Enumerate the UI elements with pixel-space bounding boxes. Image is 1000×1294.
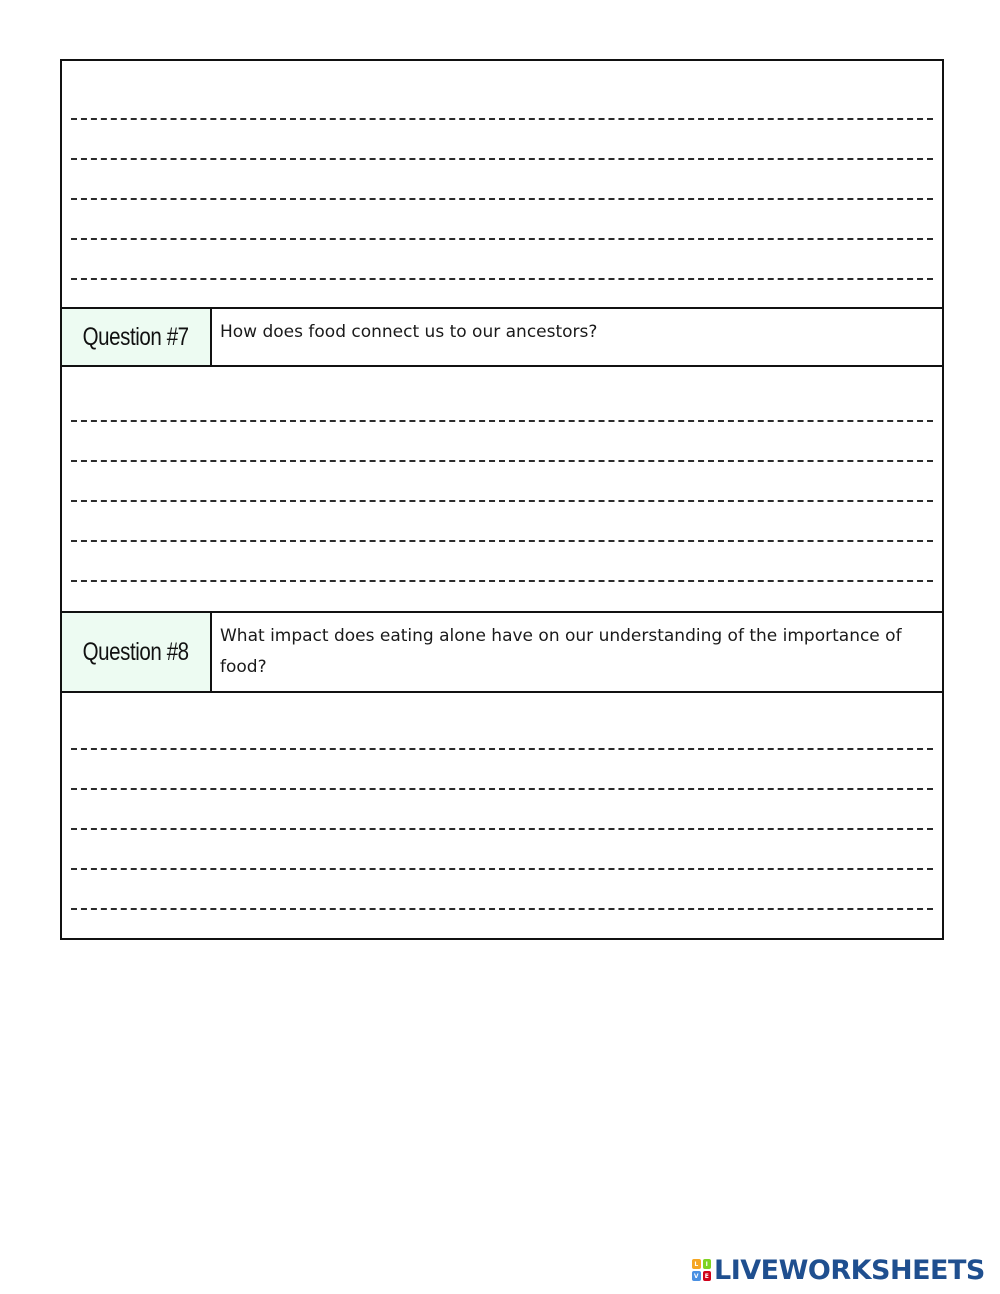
question-text: What impact does eating alone have on our understanding of the importance of food? [220, 626, 902, 677]
answer-area-q6[interactable] [62, 61, 942, 307]
answer-line [71, 278, 933, 280]
answer-line [71, 748, 933, 750]
logo-icon [692, 1259, 711, 1281]
answer-line [71, 868, 933, 870]
question-label: Question #7 [62, 309, 212, 365]
liveworksheets-logo [692, 1255, 985, 1285]
answer-line [71, 158, 933, 160]
answer-line [71, 828, 933, 830]
answer-line [71, 908, 933, 910]
logo-tile: E [703, 1271, 712, 1281]
answer-line [71, 788, 933, 790]
answer-line [71, 460, 933, 462]
answer-area-q7[interactable] [62, 367, 942, 611]
question-row-8 [62, 611, 942, 693]
question-row-7 [62, 307, 942, 367]
answer-line [71, 540, 933, 542]
answer-line [71, 198, 933, 200]
logo-text: LIVEWORKSHEETS [714, 1254, 985, 1286]
answer-line [71, 118, 933, 120]
worksheet-table [60, 59, 944, 940]
answer-line [71, 238, 933, 240]
logo-tile: V [693, 1272, 699, 1280]
answer-line [71, 580, 933, 582]
answer-area-q8[interactable] [62, 693, 942, 938]
logo-tile: I [703, 1259, 712, 1269]
answer-line [71, 500, 933, 502]
answer-line [71, 420, 933, 422]
question-label: Question #8 [62, 613, 212, 691]
question-text: How does food connect us to our ancestors? [220, 322, 598, 342]
logo-tile: L [692, 1259, 701, 1269]
